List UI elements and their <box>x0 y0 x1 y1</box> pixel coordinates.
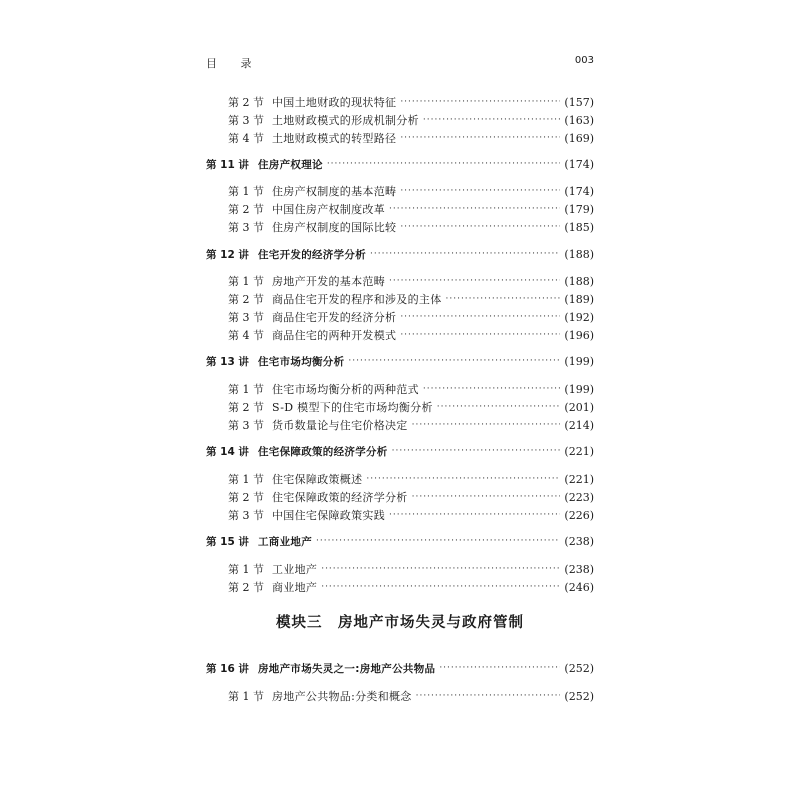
toc-section-entry <box>206 182 594 200</box>
section-title: 土地财政模式的转型路径 <box>272 132 397 145</box>
dot-leader <box>400 184 560 198</box>
section-title: 中国住宅保障政策实践 <box>272 509 385 522</box>
dot-leader <box>400 310 560 324</box>
page-reference: (188) <box>564 274 594 288</box>
dot-leader <box>416 689 561 703</box>
section-title: 住房产权制度的国际比较 <box>272 221 397 234</box>
page-reference: (163) <box>564 113 594 127</box>
chapter-title: 住宅市场均衡分析 <box>258 355 345 368</box>
section-title: 货币数量论与住宅价格决定 <box>272 419 408 432</box>
toc-section-entry <box>206 129 594 147</box>
dot-leader <box>321 562 560 576</box>
dot-leader <box>412 490 561 504</box>
toc-chapter-entry <box>206 352 594 370</box>
page-reference: (201) <box>564 400 594 414</box>
page-reference: (252) <box>564 689 594 703</box>
chapter-title: 住宅开发的经济学分析 <box>258 248 366 261</box>
dot-leader <box>400 95 560 109</box>
dot-leader <box>423 113 561 127</box>
section-number: 第 3 节 <box>228 114 264 127</box>
chapter-number: 第 11 讲 <box>206 158 249 171</box>
section-title: 商业地产 <box>272 581 318 594</box>
toc-section-entry <box>206 308 594 326</box>
page-reference: (179) <box>564 202 594 216</box>
page-reference: (188) <box>564 247 594 261</box>
section-number: 第 1 节 <box>228 473 264 486</box>
page-reference: (157) <box>564 95 594 109</box>
page-reference: (199) <box>564 382 594 396</box>
page-reference: (221) <box>564 472 594 486</box>
section-number: 第 2 节 <box>228 203 264 216</box>
section-number: 第 4 节 <box>228 329 264 342</box>
toc-chapter-entry <box>206 532 594 550</box>
dot-leader <box>412 418 561 432</box>
toc-section-entry <box>206 200 594 218</box>
toc-section-entry <box>206 272 594 290</box>
chapter-title: 房地产市场失灵之一:房地产公共物品 <box>258 662 436 675</box>
toc-section-entry <box>206 290 594 308</box>
section-title: 土地财政模式的形成机制分析 <box>272 114 419 127</box>
dot-leader <box>392 444 561 458</box>
section-title: 住宅保障政策的经济学分析 <box>272 491 408 504</box>
page-reference: (189) <box>564 292 594 306</box>
page-reference: (199) <box>564 354 594 368</box>
dot-leader <box>366 472 560 486</box>
dot-leader <box>389 202 560 216</box>
chapter-title: 住宅保障政策的经济学分析 <box>258 445 388 458</box>
dot-leader <box>370 247 560 261</box>
dot-leader <box>446 292 561 306</box>
section-number: 第 2 节 <box>228 293 264 306</box>
toc-section-entry <box>206 687 594 705</box>
section-title: 住房产权制度的基本范畴 <box>272 185 397 198</box>
toc-chapter-entry <box>206 245 594 263</box>
toc-section-entry <box>206 380 594 398</box>
dot-leader <box>321 580 560 594</box>
chapter-number: 第 13 讲 <box>206 355 249 368</box>
toc-chapter-entry <box>206 442 594 460</box>
section-number: 第 3 节 <box>228 221 264 234</box>
section-title: 房地产公共物品:分类和概念 <box>272 690 412 703</box>
toc-section-entry <box>206 326 594 344</box>
chapter-title: 住房产权理论 <box>258 158 323 171</box>
page-reference: (214) <box>564 418 594 432</box>
page-reference: (252) <box>564 661 594 675</box>
dot-leader <box>437 400 561 414</box>
page-reference: (238) <box>564 562 594 576</box>
section-title: 房地产开发的基本范畴 <box>272 275 385 288</box>
section-number: 第 2 节 <box>228 491 264 504</box>
toc-section-entry <box>206 506 594 524</box>
toc-section-entry <box>206 111 594 129</box>
module-heading: 模块三 房地产市场失灵与政府管制 <box>276 615 524 631</box>
chapter-number: 第 16 讲 <box>206 662 249 675</box>
section-number: 第 2 节 <box>228 96 264 109</box>
page-reference: (185) <box>564 220 594 234</box>
section-number: 第 4 节 <box>228 132 264 145</box>
chapter-title: 工商业地产 <box>258 535 312 548</box>
dot-leader <box>327 157 561 171</box>
dot-leader <box>348 354 560 368</box>
page-reference: (246) <box>564 580 594 594</box>
section-title: S-D 模型下的住宅市场均衡分析 <box>272 401 433 414</box>
dot-leader <box>389 508 560 522</box>
page-reference: (238) <box>564 534 594 548</box>
chapter-number: 第 14 讲 <box>206 445 249 458</box>
dot-leader <box>400 131 560 145</box>
dot-leader <box>400 328 560 342</box>
page-reference: (174) <box>564 157 594 171</box>
page-reference: (169) <box>564 131 594 145</box>
page-reference: (223) <box>564 490 594 504</box>
section-title: 住宅保障政策概述 <box>272 473 363 486</box>
page-reference: (221) <box>564 444 594 458</box>
running-header <box>206 55 594 71</box>
dot-leader <box>423 382 561 396</box>
toc-section-entry <box>206 416 594 434</box>
page-reference: (196) <box>564 328 594 342</box>
chapter-number: 第 15 讲 <box>206 535 249 548</box>
page-reference: (226) <box>564 508 594 522</box>
dot-leader <box>439 661 560 675</box>
section-title: 商品住宅开发的程序和涉及的主体 <box>272 293 442 306</box>
header-section-title: 目 录 <box>206 57 262 70</box>
page-reference: (174) <box>564 184 594 198</box>
toc-section-entry <box>206 470 594 488</box>
section-title: 商品住宅开发的经济分析 <box>272 311 397 324</box>
toc-section-entry <box>206 578 594 596</box>
page-reference: (192) <box>564 310 594 324</box>
section-number: 第 3 节 <box>228 311 264 324</box>
section-number: 第 3 节 <box>228 419 264 432</box>
dot-leader <box>400 220 560 234</box>
section-number: 第 3 节 <box>228 509 264 522</box>
toc-section-entry <box>206 93 594 111</box>
section-title: 中国土地财政的现状特征 <box>272 96 397 109</box>
section-number: 第 2 节 <box>228 401 264 414</box>
toc-section-entry <box>206 218 594 236</box>
section-number: 第 1 节 <box>228 275 264 288</box>
toc-chapter-entry <box>206 659 594 677</box>
toc-section-entry <box>206 560 594 578</box>
header-page-number: 003 <box>574 55 594 66</box>
section-title: 住宅市场均衡分析的两种范式 <box>272 383 419 396</box>
section-title: 工业地产 <box>272 563 318 576</box>
dot-leader <box>389 274 560 288</box>
section-number: 第 2 节 <box>228 581 264 594</box>
chapter-number: 第 12 讲 <box>206 248 249 261</box>
section-number: 第 1 节 <box>228 563 264 576</box>
section-number: 第 1 节 <box>228 185 264 198</box>
toc-section-entry <box>206 398 594 416</box>
section-number: 第 1 节 <box>228 383 264 396</box>
dot-leader <box>316 534 560 548</box>
toc-section-entry <box>206 488 594 506</box>
toc-chapter-entry <box>206 155 594 173</box>
section-title: 中国住房产权制度改革 <box>272 203 385 216</box>
section-title: 商品住宅的两种开发模式 <box>272 329 397 342</box>
section-number: 第 1 节 <box>228 690 264 703</box>
